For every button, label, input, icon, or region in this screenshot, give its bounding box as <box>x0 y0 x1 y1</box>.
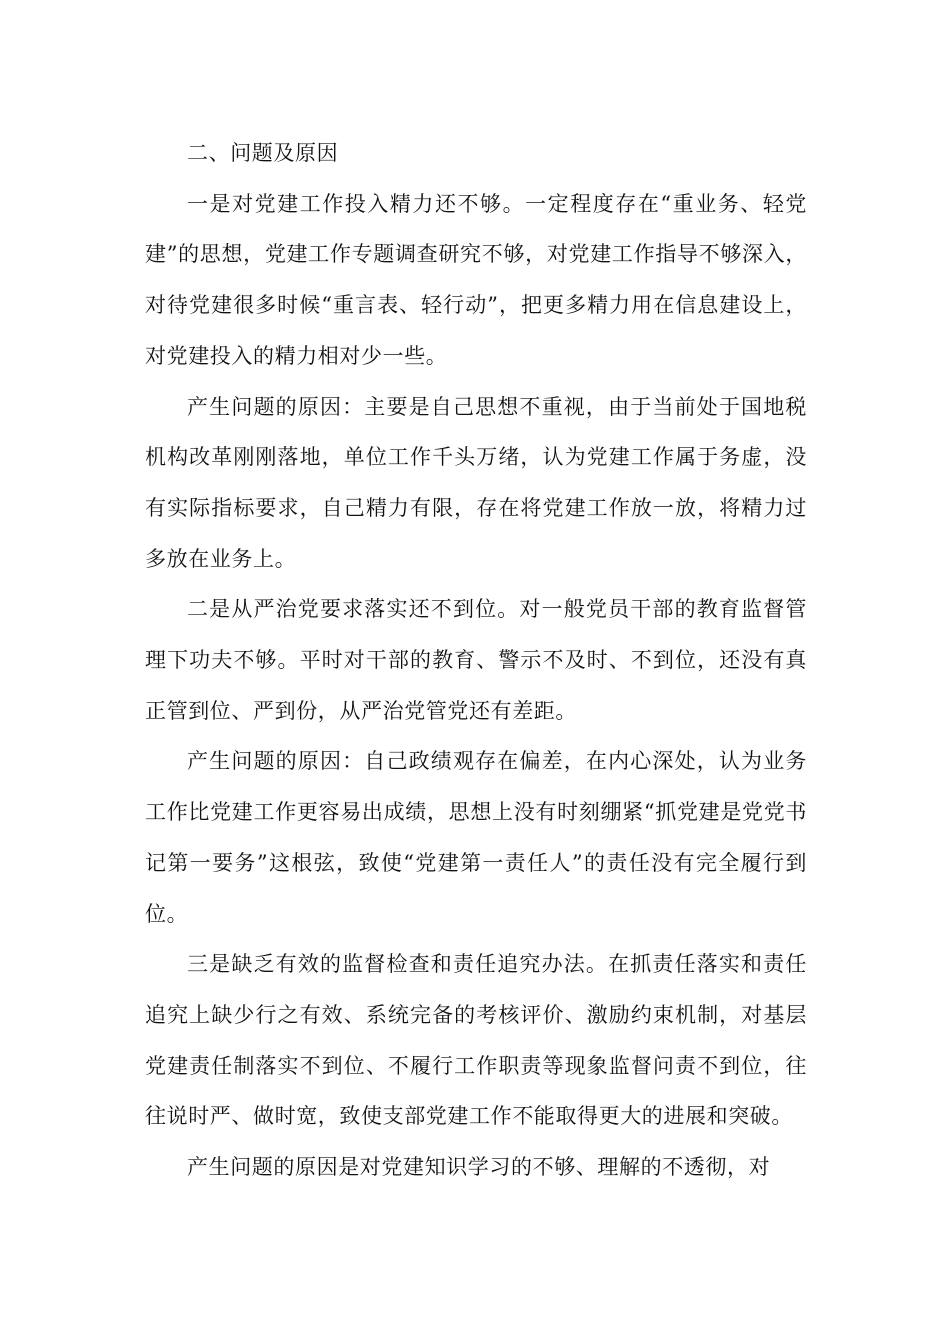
section-heading: 二、问题及原因 <box>187 141 339 165</box>
paragraph-cause-1: 产生问题的原因：主要是自己思想不重视，由于当前处于国地税机构改革刚刚落地，单位工作千头万绪，认为党建工作属于务虚，没有实际指标要求，自己精力有限，存在将党建工作放一放，将精力过多放在业务上。 <box>145 394 807 571</box>
paragraph-problem-3: 三是缺乏有效的监督检查和责任追究办法。在抓责任落实和责任追究上缺少行之有效、系统完备的考核评价、激励约束机制，对基层党建责任制落实不到位、不履行工作职责等现象监督问责不到位，往往说时严、做时宽，致使支部党建工作不能取得更大的进展和突破。 <box>145 952 807 1129</box>
paragraph-cause-3: 产生问题的原因是对党建知识学习的不够、理解的不透彻，对 <box>187 1155 771 1180</box>
paragraph-problem-1: 一是对党建工作投入精力还不够。一定程度存在“重业务、轻党建”的思想，党建工作专题调查研究不够，对党建工作指导不够深入，对待党建很多时候“重言表、轻行动”，把更多精力用在信息建设上，对党建投入的精力相对少一些。 <box>145 191 807 368</box>
document-body <box>145 128 807 1193</box>
paragraph-problem-2: 二是从严治党要求落实还不到位。对一般党员干部的教育监督管理下功夫不够。平时对干部的教育、警示不及时、不到位，还没有真正管到位、严到份，从严治党管党还有差距。 <box>145 597 807 723</box>
paragraph-cause-2: 产生问题的原因：自己政绩观存在偏差，在内心深处，认为业务工作比党建工作更容易出成绩，思想上没有时刻绷紧“抓党建是党党书记第一要务”这根弦，致使“党建第一责任人”的责任没有完全履行到位。 <box>145 749 807 926</box>
